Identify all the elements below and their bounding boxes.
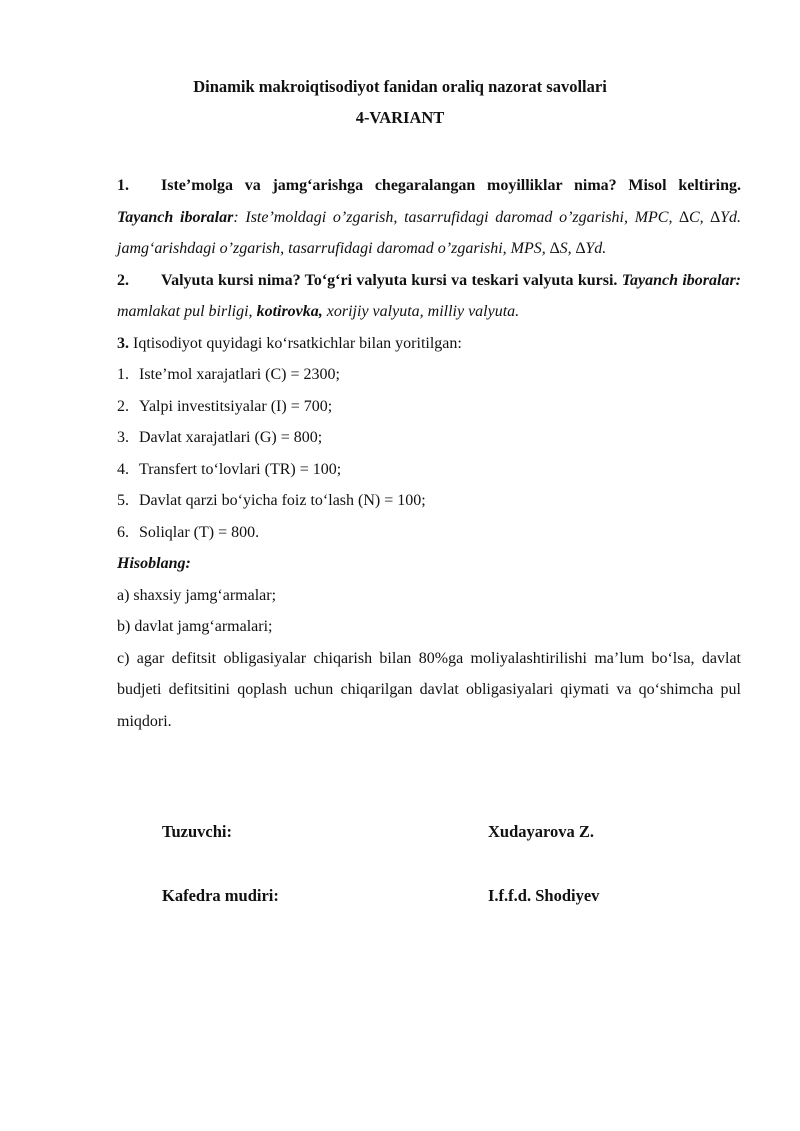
question-2-keywords-a: mamlakat pul birligi, (117, 303, 257, 320)
question-2-keywords-label: Tayanch iboralar: (621, 271, 742, 289)
question-1-number: 1. (117, 177, 129, 194)
document-body (117, 170, 741, 737)
list-item: 5. Davlat qarzi bo‘yicha foiz to‘lash (N) = 100; (117, 492, 426, 509)
list-item: 6. Soliqlar (T) = 800. (117, 523, 260, 541)
head-name: I.f.f.d. Shodiyev (488, 886, 600, 905)
list-item: 3. Davlat xarajatlari (G) = 800; (117, 429, 323, 446)
question-2-keywords-bold: kotirovka, (256, 303, 323, 320)
question-1-keywords: : Iste’moldagi o’zgarish, tasarrufidagi daromad o’zgarishi, MPC, ∆C, ∆Yd. jamg‘arishdagi o’zgarish, tasarrufidagi daromad o’zgarishi, MPS, ∆S, ∆Yd. (117, 208, 741, 257)
question-1-text: Iste’molga va jamg‘arishga chegaralangan moyilliklar nima? Misol keltiring. (161, 177, 741, 194)
question-1 (117, 170, 741, 265)
variant-label: 4-VARIANT (355, 108, 445, 127)
question-3-intro: Iqtisodiyot quyidagi ko‘rsatkichlar bilan yoritilgan: (129, 334, 462, 352)
question-3-number: 3. (117, 334, 129, 352)
indicator-list (117, 359, 741, 548)
question-3 (117, 328, 741, 360)
question-1-keywords-label: Tayanch iboralar (117, 208, 234, 226)
document-title: Dinamik makroiqtisodiyot fanidan oraliq nazorat savollari (193, 77, 607, 96)
list-item: 2. Yalpi investitsiyalar (I) = 700; (117, 397, 333, 415)
list-item: 1. Iste’mol xarajatlari (C) = 2300; (117, 366, 340, 383)
question-2-number: 2. (117, 271, 129, 289)
question-2 (117, 265, 741, 328)
author-name: Xudayarova Z. (488, 822, 595, 841)
author-label: Tuzuvchi: (162, 822, 232, 841)
head-label: Kafedra mudiri: (162, 886, 279, 905)
question-2-text: Valyuta kursi nima? To‘g‘ri valyuta kursi va teskari valyuta kursi. (161, 271, 618, 289)
task-b: b) davlat jamg‘armalari; (117, 618, 273, 635)
task-a: a) shaxsiy jamg‘armalar; (117, 586, 277, 604)
list-item: 4. Transfert to‘lovlari (TR) = 100; (117, 460, 342, 478)
calc-label: Hisoblang: (117, 555, 191, 572)
task-c: c) agar defitsit obligasiyalar chiqarish bilan 80%ga moliyalashtirilishi ma’lum bo‘lsa, davlat budjeti defitsitini qoplash uchun chiqarilgan davlat obligasiyalari qiymati va qo‘shimcha pul miqdori. (117, 649, 741, 730)
question-2-keywords-b: xorijiy valyuta, milliy valyuta. (322, 303, 520, 320)
